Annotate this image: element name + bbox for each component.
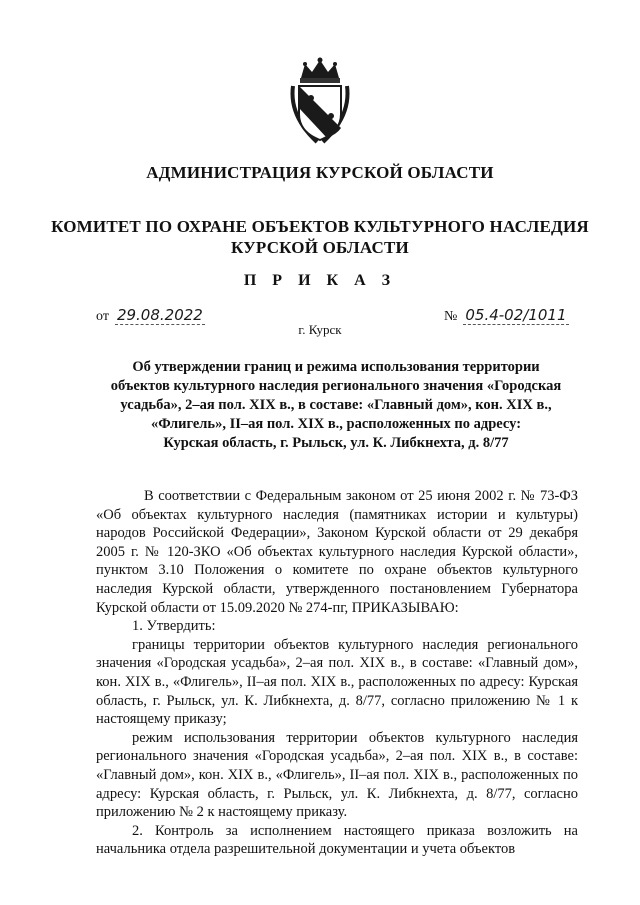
organization-title: АДМИНИСТРАЦИЯ КУРСКОЙ ОБЛАСТИ [146,163,494,182]
subject-line: Об утверждении границ и режима использования территории [132,359,540,375]
handwritten-date: 29.08.2022 [116,306,203,324]
body-paragraph: 2. Контроль за исполнением настоящего приказа возложить на начальника отдела разрешительной документации и учета объектов [96,822,578,858]
number-prefix: № [444,309,458,324]
committee-title-line2: КУРСКОЙ ОБЛАСТИ [231,238,409,257]
subject-line: усадьба», 2–ая пол. XIX в., в составе: «Главный дом», кон. XIX в., [120,397,552,413]
date-prefix: от [96,309,109,324]
coat-of-arms-icon [287,56,353,146]
subject-line: Курская область, г. Рыльск, ул. К. Либкнехта, д. 8/77 [163,435,509,451]
order-body [96,487,578,859]
subject-line: «Флигель», II–ая пол. XIX в., расположенных по адресу: [150,416,522,432]
body-paragraph: 1. Утвердить: [132,618,216,635]
committee-title [0,216,640,258]
order-subject [96,358,576,453]
committee-title-line1: КОМИТЕТ ПО ОХРАНЕ ОБЪЕКТОВ КУЛЬТУРНОГО НАСЛЕДИЯ [51,217,589,236]
body-paragraph: границы территории объектов культурного наследия регионального значения «Городская усадьба», 2–ая пол. XIX в., в составе: «Главный дом», кон. XIX в., «Флигель», II–ая пол. XIX в., расположенных по адресу: Курская область, г. Рыльск, ул. К. Либкнехта, д. 8/77, согласно приложению № 1 к настоящему приказу; [96,636,578,728]
body-paragraph: В соответствии с Федеральным законом от 25 июня 2002 г. № 73-ФЗ «Об объектах культурного наследия (памятниках истории и культуры) народов Российской Федерации», Законом Курской области от 29 декабря 2005 г. № 120-ЗКО «Об объектах культурного наследия Курской области», пунктом 3.10 Положения о комитете по охране объектов культурного наследия Курской области, утвержденного постановлением Губернатора Курской области от 15.09.2020 № 274-пг, ПРИКАЗЫВАЮ: [96,488,578,616]
handwritten-number: 05.4-02/1011 [465,306,567,324]
subject-line: объектов культурного наследия регионального значения «Городская [110,378,562,394]
city: г. Курск [298,322,342,337]
order-heading: П Р И К А З [243,272,397,289]
body-paragraph: режим использования территории объектов культурного наследия регионального значения «Городская усадьба», 2–ая пол. XIX в., в составе: «Главный дом», кон. XIX в., «Флигель», II–ая пол. XIX в., расположенных по адресу: Курская область, г. Рыльск, ул. К. Либкнехта, д. 8/77, согласно приложению № 2 к настоящему приказу. [96,729,578,821]
